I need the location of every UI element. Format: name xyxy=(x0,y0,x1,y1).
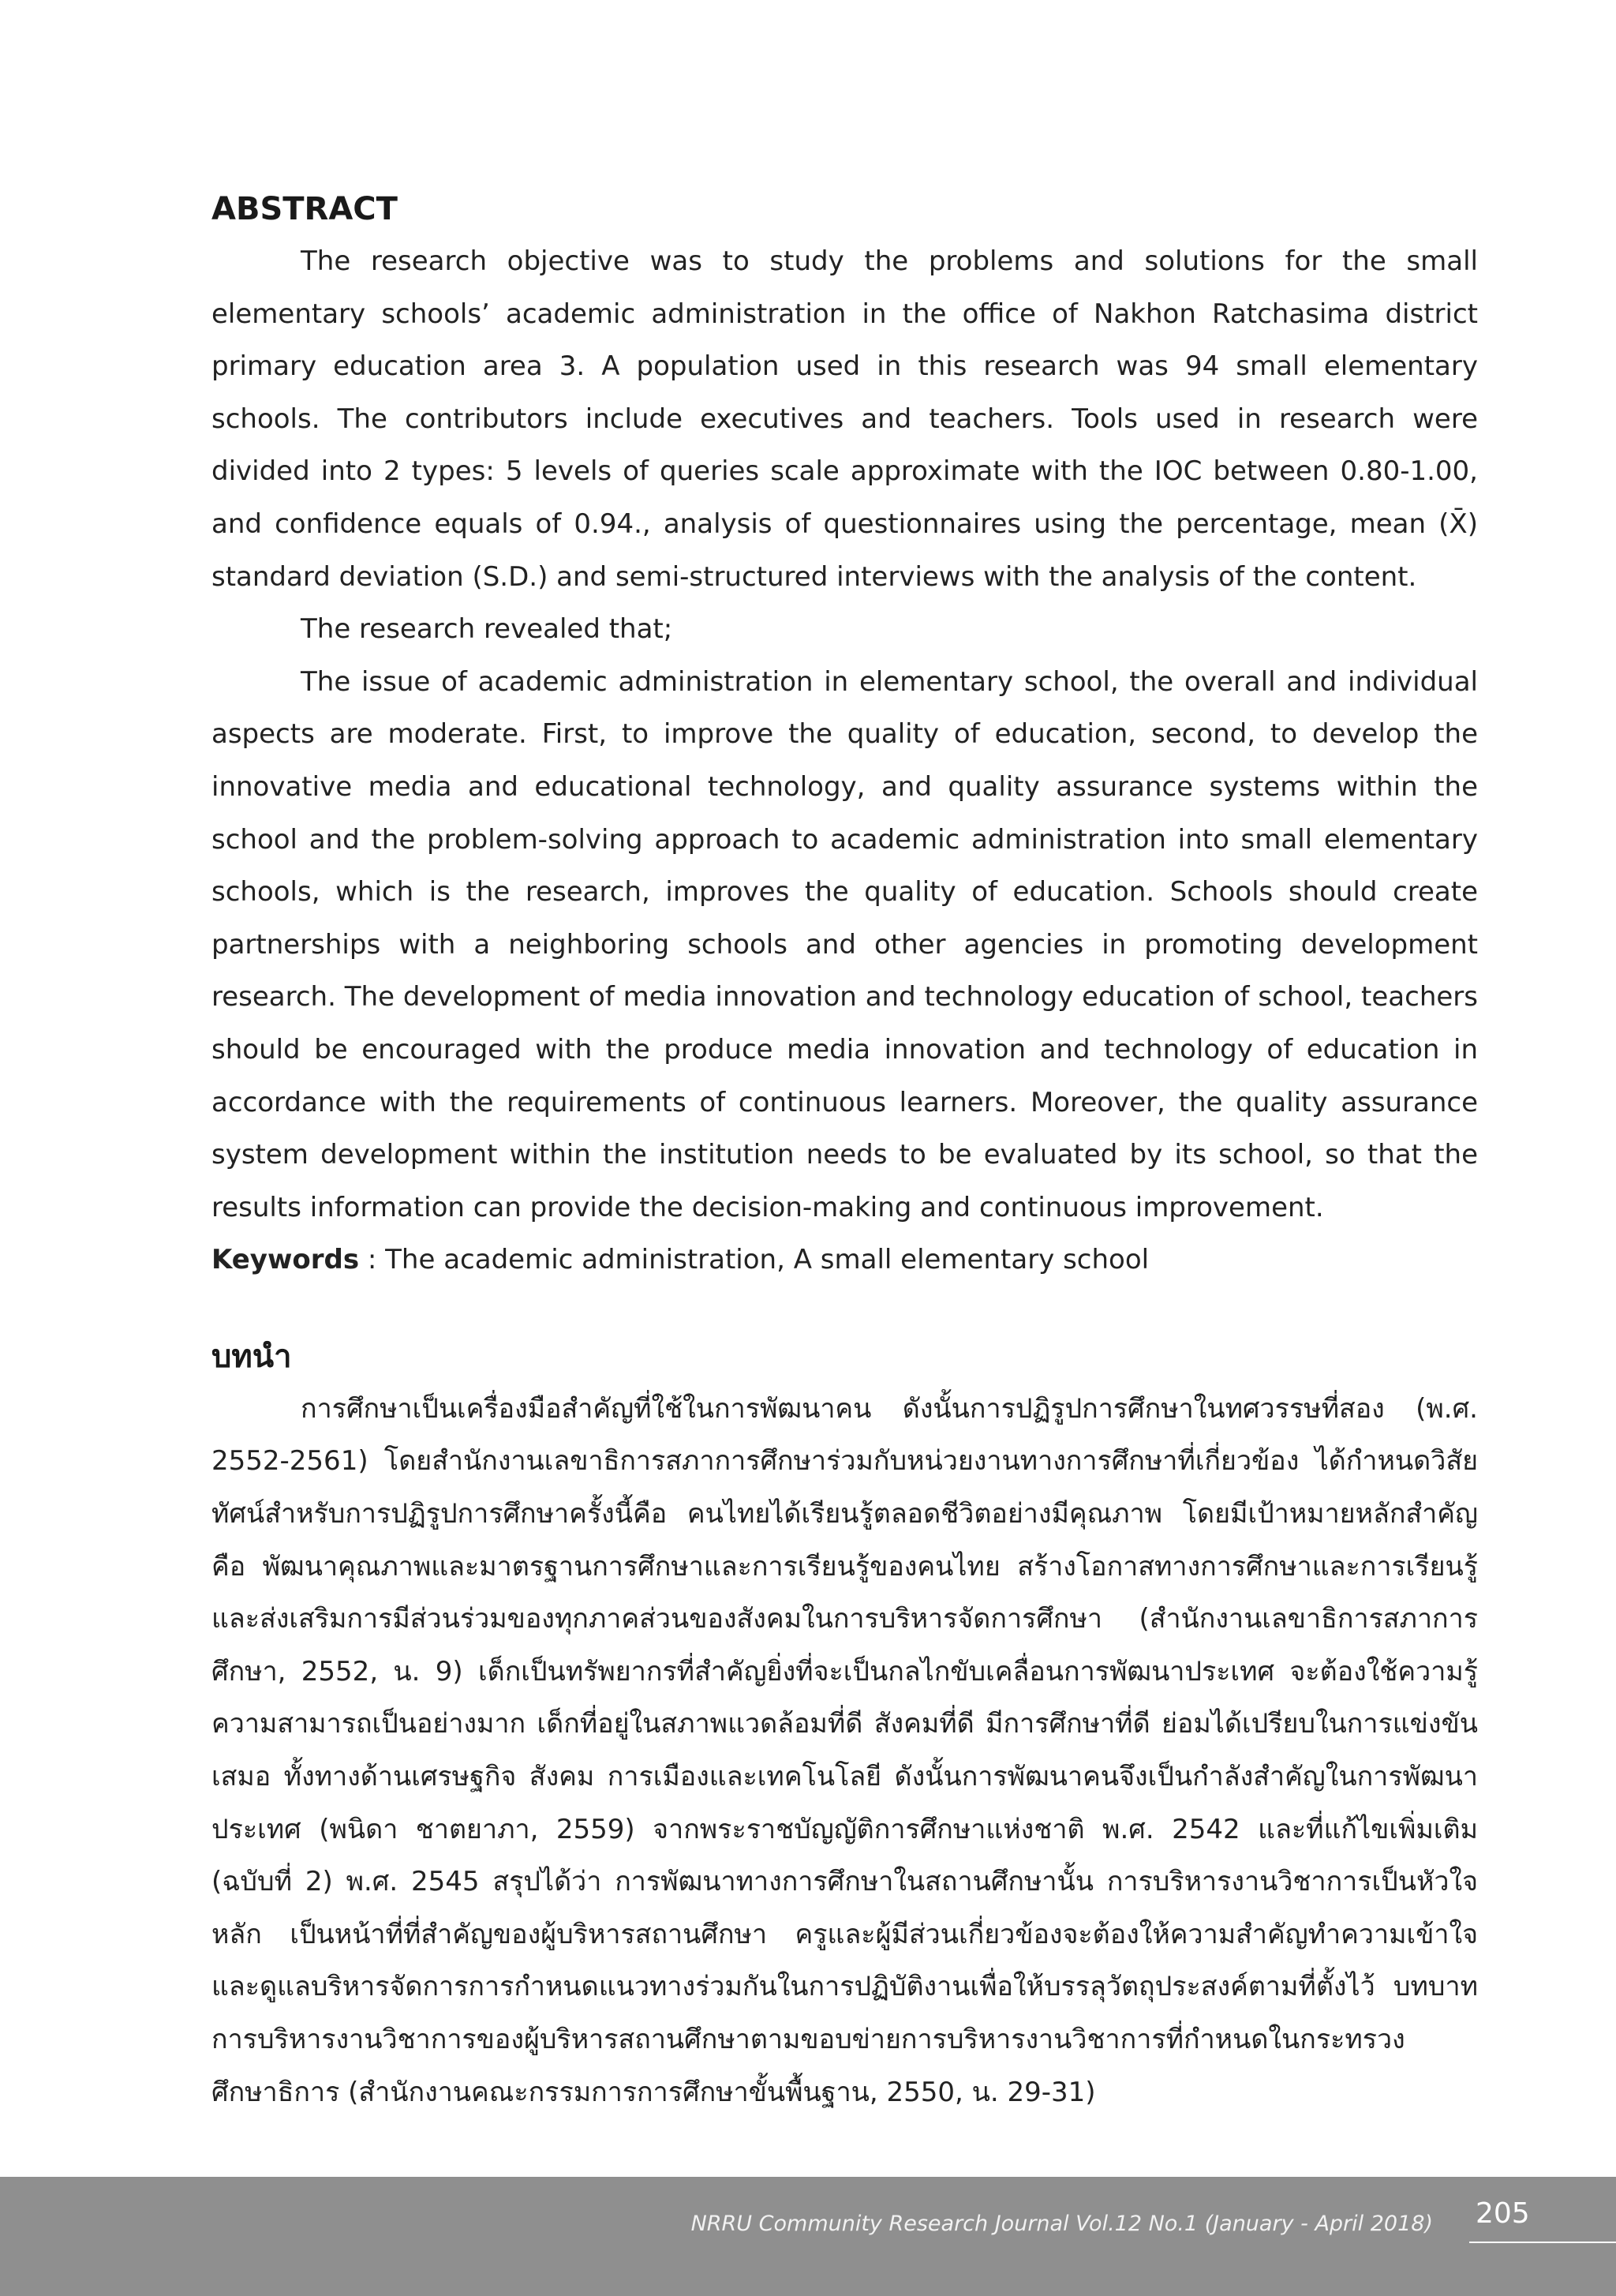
keywords-label: Keywords xyxy=(211,1244,360,1276)
journal-citation: NRRU Community Research Journal Vol.12 No.1 (January - April 2018) xyxy=(690,2212,1433,2236)
abstract-paragraph-1: The research objective was to study the problems and solutions for the small elementary schools’ academic administration in the office of Nakhon Ratchasima district primary education area 3. A population used in this research was 94 small elementary schools. The contributors include executives and teachers. Tools used in research were divided into 2 types: 5 levels of queries scale approximate with the IOC between 0.80-1.00, and confidence equals of 0.94., analysis of questionnaires using the percentage, mean (X̄) standard deviation (S.D.) and semi-structured interviews with the analysis of the content. xyxy=(211,245,1478,593)
intro-heading: บทนำ xyxy=(211,1338,292,1375)
intro-paragraph: การศึกษาเป็นเครื่องมือสำคัญที่ใช้ในการพัฒนาคน ดังนั้นการปฏิรูปการศึกษาในทศวรรษที่สอง (พ.ศ. 2552-2561) โดยสำนักงานเลขาธิการสภาการศึกษาร่วมกับหน่วยงานทางการศึกษาที่เกี่ยวข้อง ได้กำหนดวิสัยทัศน์สำหรับการปฏิรูปการศึกษาครั้งนี้คือ คนไทยได้เรียนรู้ตลอดชีวิตอย่างมีคุณภาพ โดยมีเป้าหมายหลักสำคัญคือ พัฒนาคุณภาพและมาตรฐานการศึกษาและการเรียนรู้ของคนไทย สร้างโอกาสทางการศึกษาและการเรียนรู้ และส่งเสริมการมีส่วนร่วมของทุกภาคส่วนของสังคมในการบริหารจัดการศึกษา (สำนักงานเลขาธิการสภาการศึกษา, 2552, น. 9) เด็กเป็นทรัพยากรที่สำคัญยิ่งที่จะเป็นกลไกขับเคลื่อนการพัฒนาประเทศ จะต้องใช้ความรู้ ความสามารถเป็นอย่างมาก เด็กที่อยู่ในสภาพแวดล้อมที่ดี สังคมที่ดี มีการศึกษาที่ดี ย่อมได้เปรียบในการแข่งขันเสมอ ทั้งทางด้านเศรษฐกิจ สังคม การเมืองและเทคโนโลยี ดังนั้นการพัฒนาคนจึงเป็นกำลังสำคัญในการพัฒนาประเทศ (พนิดา ชาตยาภา, 2559) จากพระราชบัญญัติการศึกษาแห่งชาติ พ.ศ. 2542 และที่แก้ไขเพิ่มเติม (ฉบับที่ 2) พ.ศ. 2545 สรุปได้ว่า การพัฒนาทางการศึกษาในสถานศึกษานั้น การบริหารงานวิชาการเป็นหัวใจหลัก เป็นหน้าที่ที่สำคัญของผู้บริหารสถานศึกษา ครูและผู้มีส่วนเกี่ยวข้องจะต้องให้ความสำคัญทำความเข้าใจ และดูแลบริหารจัดการการกำหนดแนวทางร่วมกันในการปฏิบัติงานเพื่อให้บรรลุวัตถุประสงค์ตามที่ตั้งไว้ บทบาทการบริหารงานวิชาการของผู้บริหารสถานศึกษาตามขอบข่ายการบริหารงานวิชาการที่กำหนดในกระทรวงศึกษาธิการ (สำนักงานคณะกรรมการการศึกษาขั้นพื้นฐาน, 2550, น. 29-31) xyxy=(211,1392,1478,2108)
abstract-paragraph-2: The research revealed that; xyxy=(301,613,673,646)
abstract-heading: ABSTRACT xyxy=(211,191,398,227)
page-footer xyxy=(0,2177,1616,2296)
abstract-paragraph-3: The issue of academic administration in elementary school, the overall and individual aspects are moderate. First, to improve the quality of education, second, to develop the innovative media and educational technology, and quality assurance systems within the school and the problem-solving approach to academic administration into small elementary schools, which is the research, improves the quality of education. Schools should create partnerships with a neighboring schools and other agencies in promoting development research. The development of media innovation and technology education of school, teachers should be encouraged with the produce media innovation and technology of education in accordance with the requirements of continuous learners. Moreover, the quality assurance system development within the institution needs to be evaluated by its school, so that the results information can provide the decision-making and continuous improvement. xyxy=(211,665,1478,1223)
page-content xyxy=(211,183,1478,2118)
page-number: 205 xyxy=(1476,2197,1530,2230)
page-number-rule xyxy=(1469,2242,1616,2243)
keywords-text: : The academic administration, A small elementary school xyxy=(359,1244,1150,1276)
keywords-line xyxy=(211,1234,1478,1287)
